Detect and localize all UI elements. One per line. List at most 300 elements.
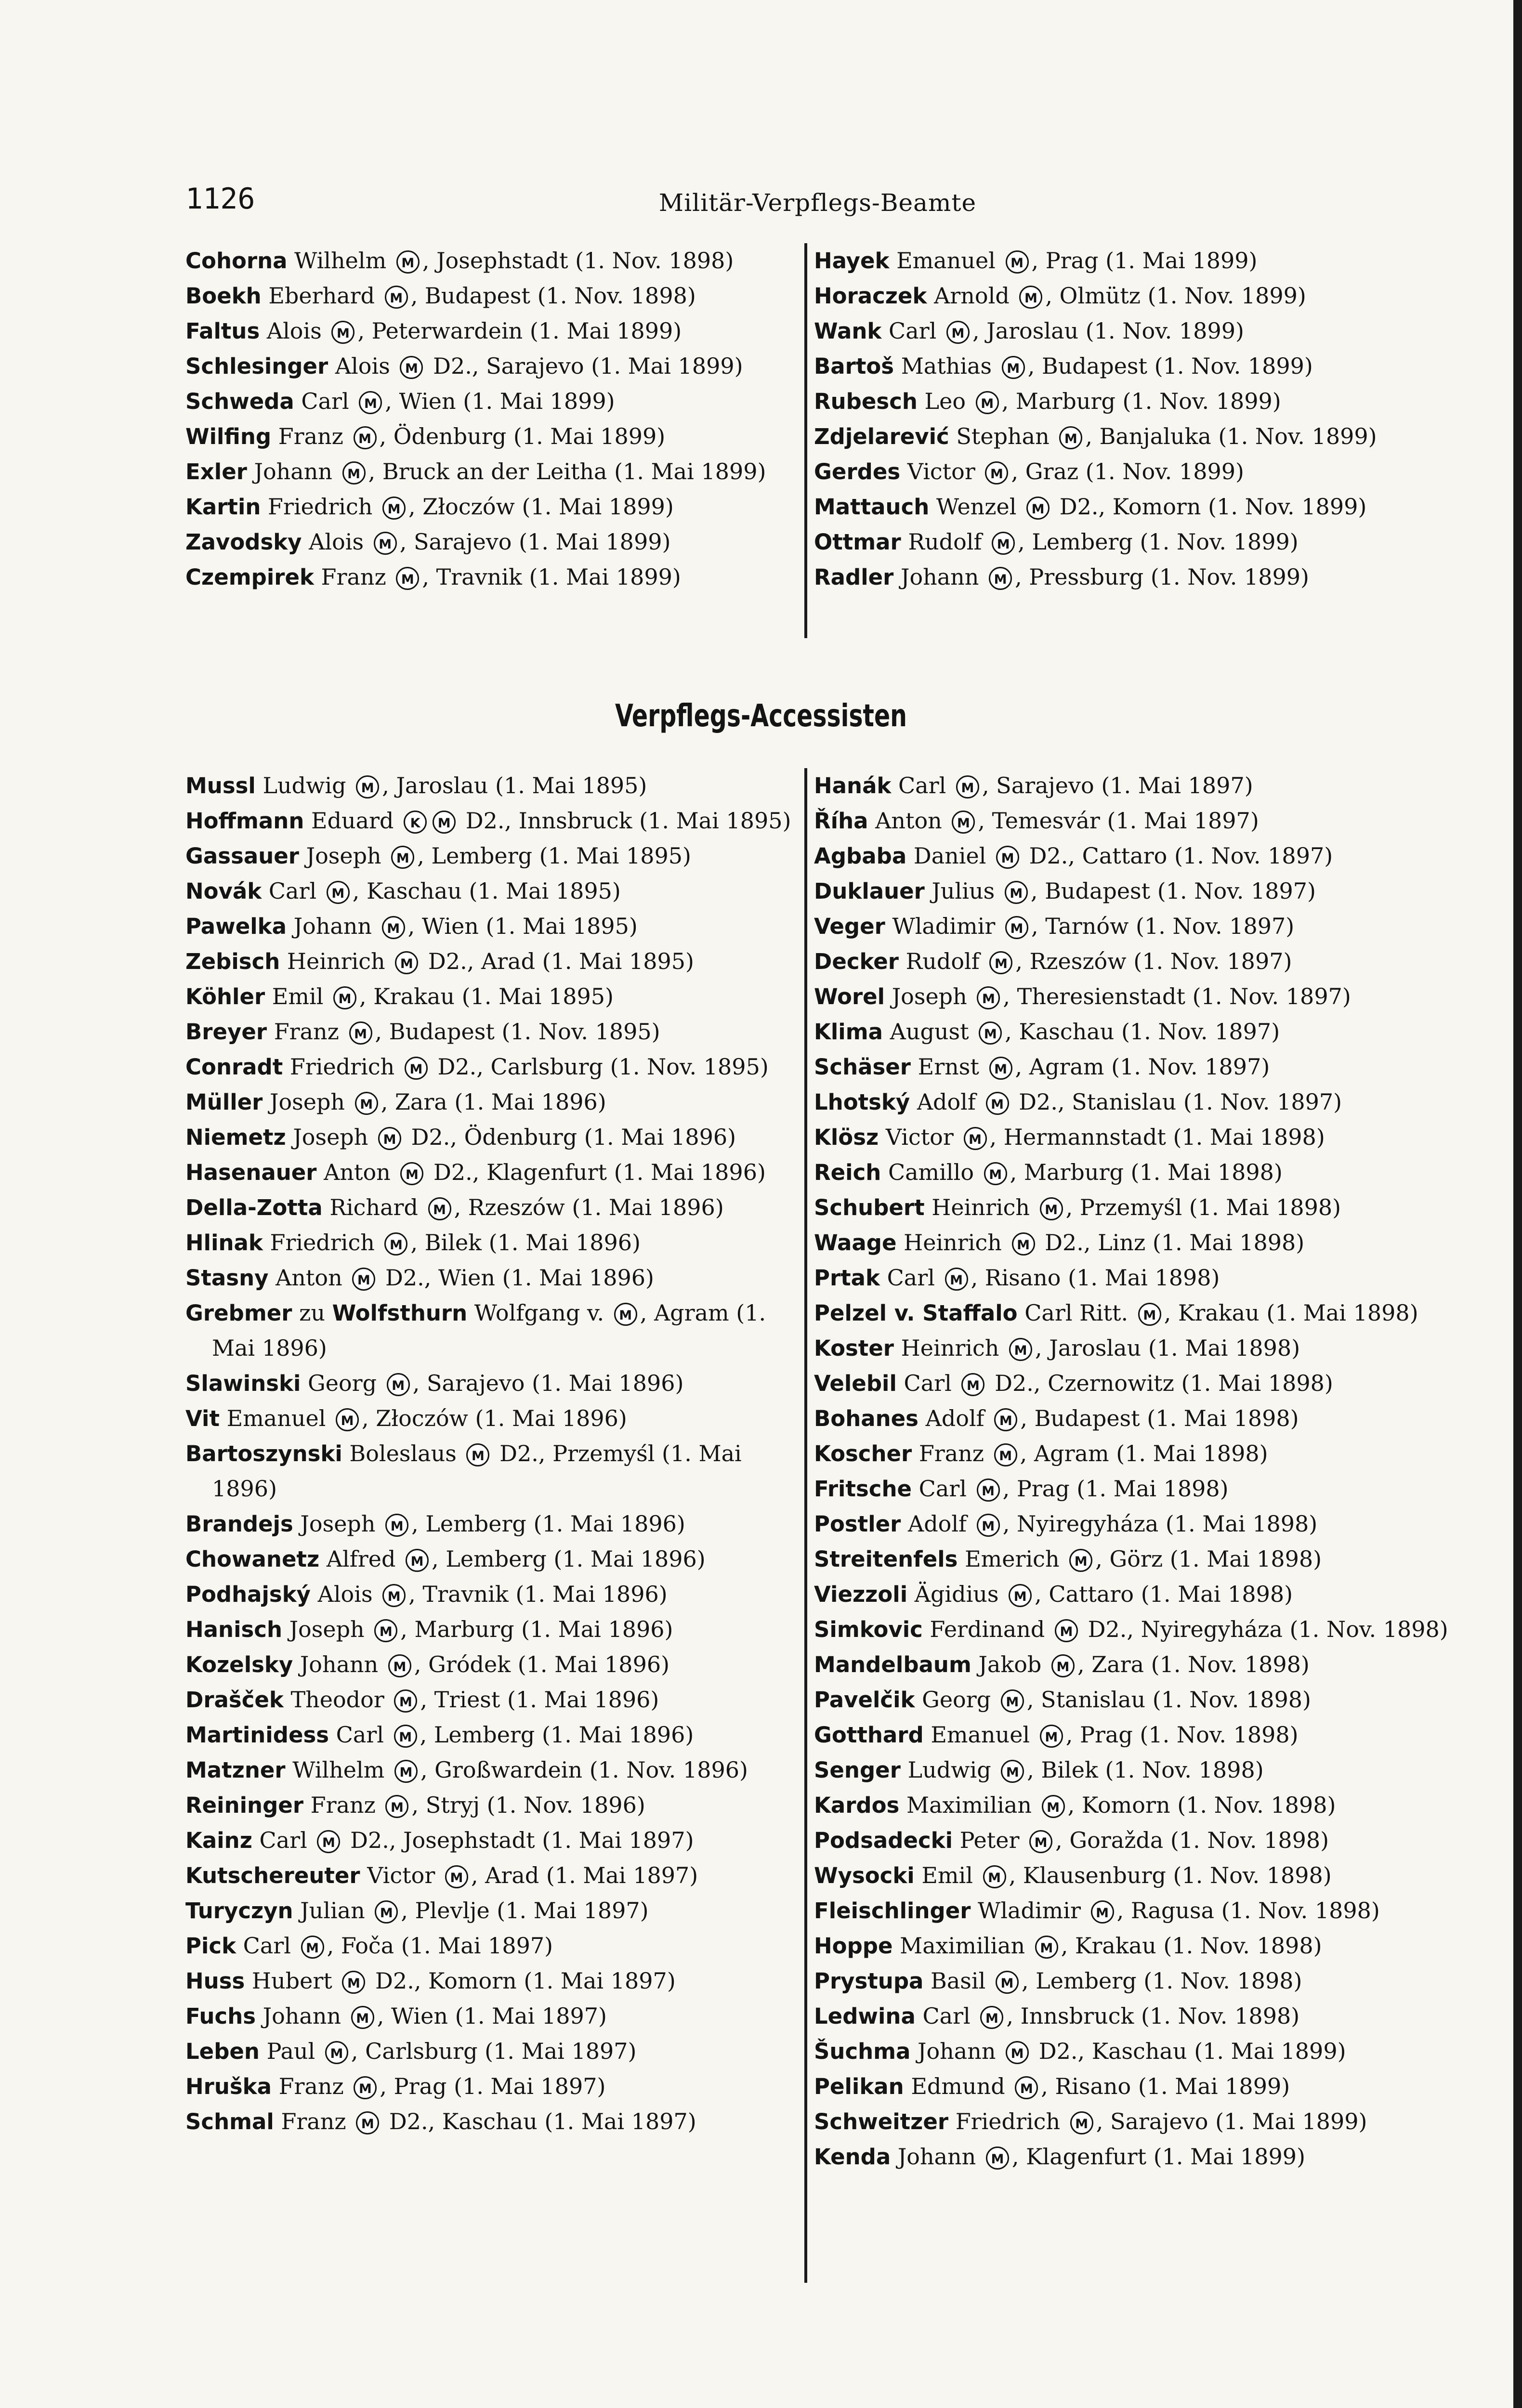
column-divider	[804, 243, 807, 638]
entry-surname: Postler	[814, 1511, 901, 1537]
entry-details: , Rzeszów (1. Nov. 1897)	[1015, 948, 1292, 974]
entry-given-name: Anton	[875, 808, 942, 834]
entry-surname: Ledwina	[814, 2003, 916, 2029]
entry-given-name: Johann	[254, 458, 332, 484]
entry-given-name: Ferdinand	[930, 1616, 1045, 1642]
entry-given-name: Camillo	[888, 1159, 974, 1185]
entry-details: , Agram (1. Mai 1896)	[212, 1300, 766, 1361]
decoration-badge-icon: M	[1012, 1232, 1035, 1256]
decoration-badge-icon: M	[1070, 2111, 1093, 2134]
decoration-badge-icon: M	[996, 846, 1019, 869]
decoration-badge-icon: M	[986, 2146, 1009, 2170]
list-item	[814, 1928, 1450, 1963]
entry-given-name: Carl	[243, 1933, 291, 1959]
entry-given-name: Stephan	[956, 423, 1050, 449]
entry-surname: Müller	[185, 1089, 263, 1115]
entry-details: , Tarnów (1. Nov. 1897)	[1031, 913, 1295, 939]
entry-given-name: Arnold	[934, 283, 1010, 309]
decoration-badge-icon: M	[351, 2006, 374, 2029]
decoration-badge-icon: M	[466, 1443, 489, 1466]
entry-details: , Klausenburg (1. Nov. 1898)	[1009, 1862, 1332, 1888]
decoration-badge-icon: M	[1006, 2041, 1029, 2064]
entry-details: , Bruck an der Leitha (1. Mai 1899)	[368, 458, 766, 484]
list-item	[814, 1436, 1450, 1471]
entry-details: , Kaschau (1. Mai 1895)	[352, 878, 621, 904]
entry-given-name: Julian	[300, 1898, 365, 1924]
entry-given-name: Victor	[885, 1124, 954, 1150]
decoration-badge-icon: M	[374, 532, 397, 555]
list-item	[185, 1893, 797, 1928]
entry-surname: Gerdes	[814, 459, 901, 484]
entry-surname: Pelzel v. Staffalo	[814, 1300, 1018, 1326]
entry-given-name: Georg	[922, 1687, 991, 1713]
decoration-badge-icon: M	[980, 2006, 1003, 2029]
entry-given-name: Hubert	[251, 1968, 332, 1994]
list-item	[185, 1823, 797, 1858]
top-right-column	[814, 243, 1450, 595]
entry-surname: Slawinski	[185, 1371, 301, 1396]
entry-details: , Sarajevo (1. Mai 1897)	[982, 772, 1253, 798]
list-item	[185, 1296, 797, 1366]
list-item	[814, 1296, 1450, 1331]
entry-details: , Krakau (1. Mai 1895)	[359, 983, 614, 1009]
entry-surname: Breyer	[185, 1019, 267, 1045]
entry-surname: Exler	[185, 459, 247, 484]
entry-surname: Říha	[814, 808, 868, 834]
entry-given-name: Joseph	[289, 1616, 365, 1642]
list-item	[185, 768, 797, 803]
list-item	[814, 1717, 1450, 1753]
entry-surname: Waage	[814, 1230, 897, 1256]
decoration-badge-icon: M	[388, 1654, 411, 1677]
entry-details: , Ödenburg (1. Mai 1899)	[379, 423, 666, 449]
entry-details: , Großwardein (1. Nov. 1896)	[420, 1757, 748, 1783]
entry-given-name: Ludwig	[262, 772, 346, 798]
entry-given-name: Johann	[918, 2038, 996, 2064]
list-item	[814, 560, 1450, 595]
list-item	[814, 1893, 1450, 1928]
decoration-badge-icon: M	[1015, 2076, 1038, 2099]
page-number: 1126	[185, 182, 255, 216]
entry-surname: Koster	[814, 1335, 894, 1361]
list-item	[185, 838, 797, 874]
entry-details: , Zara (1. Nov. 1898)	[1077, 1651, 1310, 1677]
entry-details: D2., Stanislau (1. Nov. 1897)	[1011, 1089, 1342, 1115]
list-item	[185, 979, 797, 1014]
entry-given-name: Anton	[324, 1159, 391, 1185]
entry-surname: Horaczek	[814, 283, 927, 309]
entry-given-name: Emanuel	[896, 248, 996, 274]
entry-surname: Schubert	[814, 1195, 925, 1220]
list-item	[185, 909, 797, 944]
decoration-badge-icon: M	[382, 497, 406, 520]
entry-given-name: Heinrich	[901, 1335, 999, 1361]
list-item	[814, 944, 1450, 979]
decoration-badge-icon: M	[359, 391, 382, 414]
entry-given-name: Alfred	[326, 1546, 396, 1572]
entry-surname: Radler	[814, 564, 894, 590]
list-item	[185, 384, 797, 419]
entry-surname: Fuchs	[185, 2003, 256, 2029]
entry-surname: Niemetz	[185, 1125, 286, 1150]
decoration-badge-icon: M	[333, 986, 356, 1009]
decoration-badge-icon: M	[1002, 356, 1025, 379]
entry-surname: Bartoš	[814, 353, 894, 379]
entry-surname: Fleischlinger	[814, 1898, 971, 1924]
decoration-badge-icon: M	[1009, 1338, 1032, 1361]
decoration-badge-icon: M	[349, 1021, 372, 1045]
entry-details: , Stryj (1. Nov. 1896)	[411, 1792, 645, 1818]
decoration-badge-icon: M	[445, 1865, 468, 1888]
list-item	[814, 1366, 1450, 1401]
entry-details: , Graz (1. Nov. 1899)	[1011, 458, 1244, 484]
list-item	[814, 1155, 1450, 1190]
entry-given-name: Friedrich	[289, 1054, 395, 1080]
entry-surname: Kozelsky	[185, 1652, 293, 1677]
entry-details: , Budapest (1. Nov. 1897)	[1030, 878, 1316, 904]
decoration-badge-icon: M	[327, 881, 350, 904]
entry-surname: Hlinak	[185, 1230, 263, 1256]
decoration-badge-icon: M	[378, 1127, 401, 1150]
decoration-badge-icon: M	[385, 1514, 408, 1537]
list-item	[814, 803, 1450, 838]
entry-given-name: Franz	[918, 1440, 984, 1466]
entry-details: , Peterwardein (1. Mai 1899)	[357, 318, 682, 344]
decoration-badge-icon: M	[354, 2076, 377, 2099]
entry-given-name: Carl	[259, 1827, 307, 1853]
entry-given-name: Victor	[367, 1862, 435, 1888]
entry-details: , Kaschau (1. Nov. 1897)	[1005, 1019, 1280, 1045]
entry-surname: Matzner	[185, 1757, 286, 1783]
entry-surname: Bohanes	[814, 1406, 918, 1431]
list-item	[185, 560, 797, 595]
entry-given-name: Leo	[924, 388, 966, 414]
entry-given-name: zu	[299, 1300, 325, 1326]
list-item	[814, 1401, 1450, 1436]
decoration-badge-icon: M	[325, 2041, 348, 2064]
entry-given-name: Franz	[278, 423, 343, 449]
list-item	[814, 314, 1450, 349]
list-item	[814, 768, 1450, 803]
entry-surname: Vit	[185, 1406, 220, 1431]
list-item	[185, 1717, 797, 1753]
entry-surname: Huss	[185, 1968, 245, 1994]
entry-given-name: Julius	[932, 878, 995, 904]
entry-surname: Zavodsky	[185, 529, 302, 555]
entry-surname: Bartoszynski	[185, 1441, 342, 1466]
entry-details: , Budapest (1. Nov. 1895)	[375, 1019, 660, 1045]
decoration-badge-icon: M	[400, 1162, 423, 1185]
list-item	[814, 874, 1450, 909]
entry-surname: Hanák	[814, 773, 892, 798]
entry-details: , Prag (1. Nov. 1898)	[1065, 1722, 1299, 1748]
entry-details: , Budapest (1. Mai 1898)	[1020, 1405, 1299, 1431]
entry-given-name: Johann	[293, 913, 372, 939]
entry-details: , Lemberg (1. Mai 1896)	[420, 1722, 694, 1748]
list-item	[814, 489, 1450, 524]
entry-details: D2., Kaschau (1. Mai 1899)	[1032, 2038, 1346, 2064]
list-item	[814, 1120, 1450, 1155]
entry-surname: Schweda	[185, 389, 294, 414]
entry-details: , Krakau (1. Nov. 1898)	[1061, 1933, 1322, 1959]
list-item	[814, 419, 1450, 454]
entry-surname: Hruška	[185, 2074, 272, 2099]
entry-surname: Zdjelarević	[814, 424, 949, 449]
entry-given-name: Friedrich	[955, 2108, 1061, 2134]
list-item	[814, 1788, 1450, 1823]
entry-given-name: Emil	[921, 1862, 973, 1888]
list-item	[814, 979, 1450, 1014]
decoration-badge-icon: M	[1009, 1584, 1032, 1607]
entry-surname: Agbaba	[814, 843, 907, 869]
entry-given-name: Richard	[329, 1194, 418, 1220]
entry-given-name: Ernst	[918, 1054, 979, 1080]
list-item	[185, 944, 797, 979]
decoration-badge-icon: M	[964, 1127, 987, 1150]
decoration-badge-icon: M	[354, 426, 377, 449]
entry-surname: Ottmar	[814, 529, 901, 555]
entry-surname: Simkovic	[814, 1617, 923, 1642]
decoration-badge-icon: M	[396, 250, 420, 274]
entry-details: , Agram (1. Mai 1898)	[1020, 1440, 1268, 1466]
entry-given-name: Joseph	[300, 1511, 376, 1537]
entry-details: , Sarajevo (1. Mai 1899)	[399, 529, 671, 555]
entry-given-name: Carl	[887, 1265, 935, 1291]
entry-surname: Pawelka	[185, 914, 287, 939]
list-item	[185, 1788, 797, 1823]
entry-details: , Bilek (1. Mai 1896)	[410, 1230, 641, 1256]
entry-given-name: Daniel	[913, 843, 986, 869]
entry-details: , Risano (1. Mai 1899)	[1041, 2073, 1290, 2099]
entry-surname: Chowanetz	[185, 1546, 320, 1572]
entry-given-name: Edmund	[911, 2073, 1005, 2099]
entry-details: D2., Kaschau (1. Mai 1897)	[382, 2108, 696, 2134]
list-item	[185, 1858, 797, 1893]
decoration-badge-icon: M	[979, 1021, 1002, 1045]
entry-details: D2., Linz (1. Mai 1898)	[1037, 1230, 1305, 1256]
entry-given-name: Johann	[262, 2003, 341, 2029]
entry-details: , Budapest (1. Nov. 1899)	[1027, 353, 1313, 379]
entry-given-name: Emanuel	[226, 1405, 326, 1431]
entry-surname: Schäser	[814, 1054, 911, 1080]
entry-details: , Jaroslau (1. Nov. 1899)	[972, 318, 1244, 344]
list-item	[185, 1928, 797, 1963]
entry-surname-2: Wolfsthurn	[332, 1300, 468, 1326]
entry-details: , Foča (1. Mai 1897)	[327, 1933, 553, 1959]
decoration-badge-icon: K	[404, 811, 427, 834]
entry-details: , Travnik (1. Mai 1896)	[408, 1581, 668, 1607]
decoration-badge-icon: M	[356, 775, 379, 798]
entry-details: , Marburg (1. Mai 1898)	[1010, 1159, 1283, 1185]
list-item	[814, 278, 1450, 314]
entry-given-name-2: Wolfgang v.	[474, 1300, 604, 1326]
entry-details: , Prag (1. Mai 1899)	[1031, 248, 1258, 274]
decoration-badge-icon: M	[961, 1373, 984, 1396]
entry-given-name: Theodor	[290, 1687, 384, 1713]
decoration-badge-icon: M	[945, 1268, 968, 1291]
entry-surname: Klösz	[814, 1125, 879, 1150]
entry-given-name: Alois	[309, 529, 364, 555]
entry-given-name: Alois	[335, 353, 390, 379]
entry-given-name: Carl	[918, 1476, 967, 1502]
entry-surname: Della-Zotta	[185, 1195, 323, 1220]
list-item	[185, 1366, 797, 1401]
entry-surname: Stasny	[185, 1265, 269, 1291]
entry-surname: Gotthard	[814, 1722, 924, 1748]
list-item	[185, 2069, 797, 2104]
decoration-badge-icon: M	[989, 951, 1012, 974]
entry-details: , Josephstadt (1. Nov. 1898)	[422, 248, 734, 274]
decoration-badge-icon: M	[1040, 1197, 1063, 1220]
top-section	[185, 243, 1450, 638]
entry-given-name: Emerich	[965, 1546, 1060, 1572]
entry-details: , Triest (1. Mai 1896)	[420, 1687, 659, 1713]
entry-surname: Mandelbaum	[814, 1652, 971, 1677]
entry-surname: Kainz	[185, 1828, 252, 1853]
entry-details: , Lemberg (1. Mai 1896)	[411, 1511, 685, 1537]
entry-details: D2., Komorn (1. Nov. 1899)	[1052, 494, 1367, 520]
top-left-column	[185, 243, 797, 595]
entry-given-name: Heinrich	[287, 948, 385, 974]
entry-given-name: Adolf	[917, 1089, 976, 1115]
decoration-badge-icon: M	[977, 986, 1000, 1009]
entry-details: , Komorn (1. Nov. 1898)	[1067, 1792, 1336, 1818]
list-item	[814, 2139, 1450, 2174]
entry-given-name: Franz	[310, 1792, 376, 1818]
list-item	[814, 1331, 1450, 1366]
decoration-badge-icon: M	[1091, 1900, 1114, 1924]
decoration-badge-icon: M	[331, 321, 354, 344]
decoration-badge-icon: M	[984, 1162, 1007, 1185]
list-item	[814, 1260, 1450, 1296]
entry-given-name: Mathias	[901, 353, 992, 379]
list-item	[185, 2034, 797, 2069]
entry-surname: Rubesch	[814, 389, 918, 414]
decoration-badge-icon: M	[956, 775, 979, 798]
entry-given-name: Friedrich	[268, 494, 373, 520]
entry-details: , Risano (1. Mai 1898)	[971, 1265, 1220, 1291]
entry-surname: Kartin	[185, 494, 261, 520]
decoration-badge-icon: M	[342, 461, 366, 484]
entry-surname: Kardos	[814, 1793, 900, 1818]
entry-details: , Ragusa (1. Nov. 1898)	[1116, 1898, 1380, 1924]
page-header	[185, 182, 1450, 225]
entry-given-name: Eberhard	[268, 283, 375, 309]
list-item	[814, 1682, 1450, 1717]
entry-surname: Pavelčik	[814, 1687, 915, 1713]
list-item	[185, 278, 797, 314]
decoration-badge-icon: M	[336, 1408, 359, 1431]
entry-details: , Olmütz (1. Nov. 1899)	[1045, 283, 1306, 309]
entry-details: , Cattaro (1. Mai 1898)	[1035, 1581, 1293, 1607]
entry-given-name: Alois	[317, 1581, 373, 1607]
entry-given-name: Rudolf	[908, 529, 982, 555]
entry-details: , Lemberg (1. Mai 1895)	[417, 843, 691, 869]
entry-surname: Drašček	[185, 1687, 284, 1713]
decoration-badge-icon: M	[382, 916, 405, 939]
entry-given-name: Joseph	[892, 983, 967, 1009]
entry-details: D2., Carlsburg (1. Nov. 1895)	[430, 1054, 769, 1080]
decoration-badge-icon: M	[355, 1092, 378, 1115]
entry-given-name: Alois	[266, 318, 322, 344]
entry-surname: Lhotský	[814, 1089, 910, 1115]
decoration-badge-icon: M	[994, 1408, 1017, 1431]
decoration-badge-icon: M	[977, 1514, 1000, 1537]
entry-given-name: Carl	[898, 772, 946, 798]
decoration-badge-icon: M	[1001, 1689, 1024, 1713]
entry-surname: Veger	[814, 914, 885, 939]
entry-surname: Decker	[814, 949, 899, 974]
entry-given-name: Carl	[336, 1722, 384, 1748]
entry-surname: Pelikan	[814, 2074, 904, 2099]
entry-surname: Podsadecki	[814, 1828, 953, 1853]
list-item	[814, 2069, 1450, 2104]
list-item	[185, 1612, 797, 1647]
entry-surname: Reininger	[185, 1793, 304, 1818]
decoration-badge-icon: M	[385, 1795, 408, 1818]
list-item	[814, 1858, 1450, 1893]
decoration-badge-icon: M	[952, 811, 975, 834]
list-item	[814, 1823, 1450, 1858]
list-item	[814, 454, 1450, 489]
entry-details: , Klagenfurt (1. Mai 1899)	[1011, 2144, 1306, 2170]
entry-given-name: Rudolf	[905, 948, 980, 974]
entry-given-name: Joseph	[306, 843, 381, 869]
entry-surname: Viezzoli	[814, 1582, 908, 1607]
entry-details: , Görz (1. Mai 1898)	[1095, 1546, 1322, 1572]
entry-given-name: Heinrich	[932, 1194, 1030, 1220]
decoration-badge-icon: M	[1005, 881, 1028, 904]
list-item	[185, 1155, 797, 1190]
entry-details: , Banjaluka (1. Nov. 1899)	[1085, 423, 1377, 449]
entry-surname: Gassauer	[185, 843, 299, 869]
entry-given-name: Franz	[274, 1019, 339, 1045]
entry-given-name: Franz	[321, 564, 386, 590]
list-item	[814, 1647, 1450, 1682]
bottom-left-column	[185, 768, 797, 2139]
decoration-badge-icon: M	[983, 1865, 1006, 1888]
entry-details: , Carlsburg (1. Mai 1897)	[351, 2038, 637, 2064]
section-heading: Verpflegs-Accessisten	[615, 698, 907, 734]
entry-surname: Koscher	[814, 1441, 912, 1466]
list-item	[814, 349, 1450, 384]
entry-given-name: Emil	[272, 983, 324, 1009]
entry-surname: Hanisch	[185, 1617, 282, 1642]
entry-surname: Prystupa	[814, 1968, 924, 1994]
decoration-badge-icon: M	[391, 846, 414, 869]
entry-details: , Sarajevo (1. Mai 1899)	[1096, 2108, 1367, 2134]
decoration-badge-icon: M	[1005, 916, 1028, 939]
entry-surname: Turyczyn	[185, 1898, 293, 1924]
entry-surname: Mattauch	[814, 494, 930, 520]
entry-details: , Jaroslau (1. Mai 1895)	[382, 772, 647, 798]
entry-details: , Arad (1. Mai 1897)	[471, 1862, 698, 1888]
running-title: Militär-Verpflegs-Beamte	[658, 189, 977, 217]
entry-details: , Travnik (1. Mai 1899)	[422, 564, 681, 590]
entry-surname: Velebil	[814, 1371, 897, 1396]
column-divider	[804, 768, 807, 2283]
entry-given-name: Johann	[901, 564, 979, 590]
entry-given-name: Franz	[278, 2073, 344, 2099]
entry-given-name: Paul	[266, 2038, 315, 2064]
decoration-badge-icon: M	[396, 567, 419, 590]
decoration-badge-icon: M	[387, 1373, 410, 1396]
entry-given-name: Boleslaus	[349, 1440, 457, 1466]
entry-given-name: Johann	[300, 1651, 379, 1677]
entry-details: , Plevlje (1. Mai 1897)	[401, 1898, 649, 1924]
list-item	[185, 1085, 797, 1120]
decoration-badge-icon: M	[342, 1971, 365, 1994]
